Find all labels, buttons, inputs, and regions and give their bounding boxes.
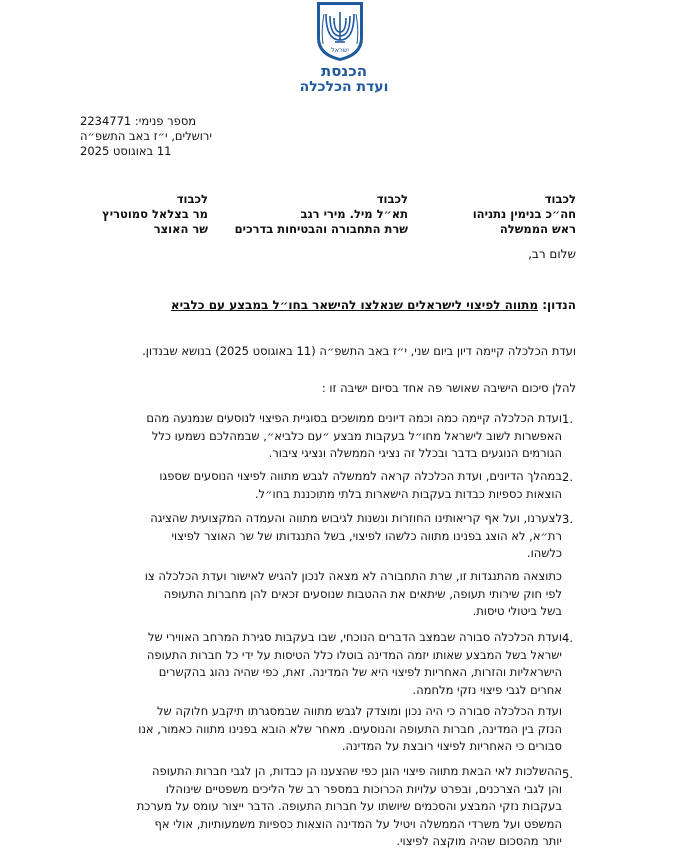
- addressee-honorific: לכבוד: [376, 192, 408, 206]
- list-item: [92, 629, 562, 699]
- item-line: יותר מהסכום שהיה מוקצה לפיצוי.: [396, 834, 562, 848]
- addressee-title: שר האוצר: [153, 222, 208, 236]
- addressee-finance: [102, 192, 208, 237]
- item-line: לפי חוק שירותי תעופה, שיתאים את ההטבות שנוסעים זכאים להן מחברות התעופה: [163, 586, 562, 601]
- addressee-title: שרת התחבורה והבטיחות בדרכים: [234, 222, 408, 236]
- item-line: ועדת הכלכלה קיימה כמה וכמה דיונים ממושכים בסוגיית הפיצוי לנוסעים שנמנעה מהם: [146, 411, 562, 425]
- item-line: בעקבות נזקי המבצע והסכמים שיושתו על חברות התעופה. הדבר ייצור עומס על מערכת: [136, 799, 562, 813]
- addressee-title: ראש הממשלה: [499, 222, 576, 236]
- item-line: ישראל בשל המבצע שאותו יזמה המדינה בוטלו כלל הטיסות על ידי כל חברות התעופה: [146, 647, 562, 662]
- item-line: ועדת הכלכלה סבורה כי היה נכון ומוצדק לגבש מתווה שבמסגרתו תיקבע חלוקה של: [157, 704, 562, 718]
- knesset-emblem-icon: [313, 0, 367, 62]
- item-line: סבורים כי האחריות לפיצוי רובצת על המדינה.: [341, 739, 562, 753]
- item-number: 1.: [562, 412, 573, 426]
- addressee-transport: [235, 192, 408, 237]
- subject-label: הנדון:: [542, 298, 576, 312]
- item-line: ההשלכות לאי הבאת מתווה פיצוי הוגן כפי שהצענו הן כבדות, הן לגבי חברות התעופה: [152, 764, 562, 778]
- committee-name: ועדת הכלכלה: [299, 79, 389, 95]
- item-number: 5.: [562, 767, 573, 781]
- addressee-honorific: לכבוד: [544, 192, 576, 206]
- item-line: הוצאות כספיות כבדות בעקבות הישארות בלתי מתוכננת בחו״ל.: [254, 486, 562, 501]
- item-line: רת״א, לא הוצג בפנינו מתווה כלשהו לפיצוי, בשל התנגדותו של שר האוצר לפיצוי: [171, 528, 562, 543]
- addressee-name: תא״ל מיל. מירי רגב: [300, 207, 408, 221]
- item-number: 4.: [562, 631, 573, 645]
- item-line: הישראליות והזרות, האחריות לפיצוי היא של המדינה. זאת, כפי שהיה נהוג בהקשרים: [158, 665, 562, 679]
- list-item: [92, 510, 562, 563]
- list-item: [92, 763, 562, 851]
- item-line: הנזק בין המדינה, חברות התעופה והנוסעים. מאחר שלא הובא בפנינו מתווה כאמור, אנו: [138, 721, 562, 736]
- addressee-honorific: לכבוד: [176, 192, 208, 206]
- item-number: 3.: [562, 512, 573, 526]
- item-line: המשפט ועל משרדי הממשלה ויטיל על המדינה הוצאות כספיות משמעותיות, אולי אף: [154, 816, 562, 831]
- emblem-label: ישראל: [331, 46, 349, 54]
- list-item-continuation: [92, 703, 562, 756]
- intro-summary: להלן סיכום הישיבה שאושר פה אחד בסיום ישיבה זו :: [321, 381, 576, 395]
- hebrew-date: ירושלים, י״ז באב התשפ״ה: [80, 129, 212, 143]
- addressee-name: מר בצלאל סמוטריץ: [102, 207, 208, 221]
- list-item-continuation: [92, 568, 562, 621]
- internal-number: מספר פנימי: 2234771: [80, 114, 197, 128]
- list-item: [92, 410, 562, 463]
- greeting: שלום רב,: [528, 247, 576, 261]
- item-line: אחרים לגבי פיצוי נזקי מלחמה.: [412, 682, 562, 697]
- item-number: 2.: [562, 470, 573, 484]
- org-name: הכנסת: [320, 62, 368, 80]
- list-item: [92, 468, 562, 503]
- intro-paragraph: ועדת הכלכלה קיימה דיון ביום שני, י״ז באב התשפ״ה (11 באוגוסט 2025) בנושא שבנדון.: [142, 344, 576, 358]
- item-line: כתוצאה מהתנגדות זו, שרת התחבורה לא מצאה לנכון להגיש לאישור ועדת הכלכלה צו: [144, 569, 562, 583]
- item-line: הגורמים הנוגעים בדבר ובכלל זה נציגי הממשלה ונציגי ציבור.: [268, 446, 562, 460]
- item-line: במהלך הדיונים, ועדת הכלכלה קראה לממשלה לגבש מתווה לפיצוי הנוסעים שספגו: [159, 469, 562, 483]
- item-line: האפשרות לשוב לישראל מחו״ל בעקבות מבצע ״עם כלביא״, שבמהלכם נשמעו כלל: [151, 428, 562, 443]
- gregorian-date: 11 באוגוסט 2025: [80, 144, 172, 158]
- item-line: כלשהו.: [526, 546, 562, 560]
- addressee-pm: [473, 192, 576, 237]
- item-line: בשל ביטולי טיסות.: [472, 604, 562, 618]
- subject-text: מתווה לפיצוי לישראלים שנאלצו להישאר בחו״ל במבצע עם כלביא: [170, 298, 539, 312]
- addressee-name: חה״כ בנימין נתניהו: [472, 207, 576, 221]
- item-line: לצערנו, ועל אף קריאותינו החוזרות ונשנות לגיבוש מתווה והעמדה המקצועית שהציגה: [150, 511, 562, 525]
- item-line: ועדת הכלכלה סבורה שבמצב הדברים הנוכחי, שבו בעקבות סגירת המרחב האווירי של: [147, 630, 562, 644]
- subject-line: [171, 298, 576, 312]
- letter-meta: [80, 114, 340, 159]
- item-line: והן לגבי הצרכנים, ובפרט עלויות הכרוכות במספר רב של הליכים משפטיים שינוהלו: [165, 781, 562, 796]
